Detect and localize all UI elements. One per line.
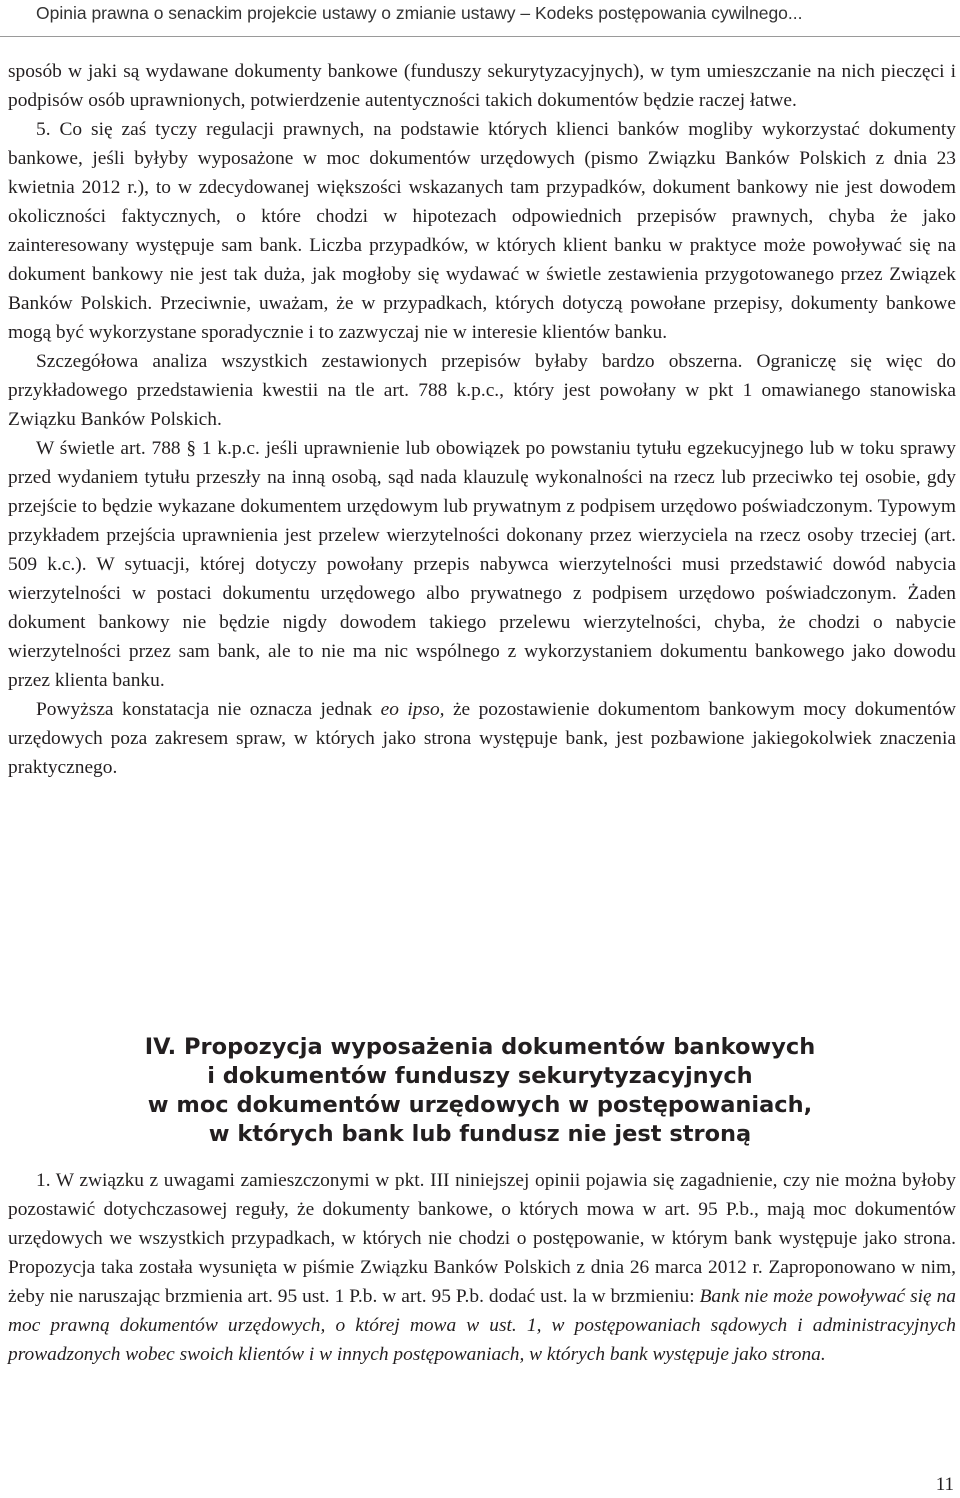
point-1-text: 1. W związku z uwagami zamieszczonymi w pkt. III niniejszej opinii pojawia się zagadnienie, czy nie można byłoby pozostawić dotychczasowej reguły, że dokumenty bankowe, o których mowa w art. 95 P.b., mają moc dokumentów urzędowych we wszystkich przypadkach, w których nie chodzi o postępowanie, w którym bank występuje jako strona. Propozycja taka została wysunięta w piśmie Związku Banków Polskich z dnia 26 marca 2012 r. Zaproponowano w nim, żeby nie naruszając brzmienia art. 95 ust. 1 P.b. w art. 95 P.b. dodać ust. la w brzmieniu:	[8, 1170, 956, 1307]
closing-text-italic: eo ipso,	[380, 699, 445, 720]
paragraph-point-5: 5. Co się zaś tyczy regulacji prawnych, na podstawie których klienci banków mogliby wykorzystać dokumenty bankowe, jeśli byłyby wyposażone w moc dokumentów urzędowych (pismo Związku Banków Polskich z dnia 23 kwietnia 2012 r.), to w zdecydowanej większości wskazanych tam przypadków, dokument bankowy nie jest dowodem okoliczności faktycznych, o które chodzi w hipotezach odpowiednich przepisów prawnych, chyba że jako zainteresowany występuje sam bank. Liczba przypadków, w których klient banku w praktyce może powoływać się na dokument bankowy nie jest tak duża, jak mogłoby się wydawać w świetle zestawienia przygotowanego przez Związek Banków Polskich. Przeciwnie, uważam, że w przypadkach, których dotyczą powołane przepisy, dokumenty bankowe mogą być wykorzystane sporadycznie i to zazwyczaj nie w interesie klientów banku.	[8, 119, 956, 343]
closing-text-before: Powyższa konstatacja nie oznacza jednak	[36, 699, 381, 720]
body-text	[8, 57, 956, 782]
paragraph-art-788: W świetle art. 788 § 1 k.p.c. jeśli uprawnienie lub obowiązek po powstaniu tytułu egzekucyjnego lub w toku sprawy przed wydaniem tytułu przeszły na inną osobą, sąd nada klauzulę wykonalności na rzecz lub przeciwko tej osobie, gdy przejście to będzie wykazane dokumentem urzędowym lub prywatnym z podpisem urzędowo poświadczonym. Typowym przykładem przejścia uprawnienia jest przelew wierzytelności dokonany przez wierzyciela na rzecz osoby trzeciej (art. 509 k.c.). W sytuacji, której dotyczy powołany przepis nabywca wierzytelności musi przedstawić dowód nabycia wierzytelności w postaci dokumentu urzędowego albo prywatnego z podpisem urzędowo poświadczonym. Żaden dokument bankowy nie będzie nigdy dowodem takiego przelewu wierzytelności, chyba, że chodzi o nabycie wierzytelności przez sam bank, ale to nie ma nic wspólnego z wykorzystaniem dokumentu bankowego jako dowodu przez klienta banku.	[8, 438, 956, 691]
section-heading-line: w moc dokumentów urzędowych w postępowaniach,	[147, 1092, 813, 1118]
section-heading-line: i dokumentów funduszy sekurytyzacyjnych	[207, 1063, 753, 1089]
section-body	[8, 1166, 956, 1369]
paragraph-continuation: sposób w jaki są wydawane dokumenty bankowe (funduszy sekurytyzacyjnych), w tym umieszczanie na nich pieczęci i podpisów osób uprawnionych, potwierdzenie autentyczności takich dokumentów będzie raczej łatwe.	[8, 61, 956, 111]
section-heading-line: w których bank lub fundusz nie jest stroną	[208, 1121, 752, 1147]
running-header	[0, 0, 960, 37]
section-heading-line: IV. Propozycja wyposażenia dokumentów bankowych	[144, 1034, 816, 1060]
paragraph-point-1	[8, 1166, 956, 1369]
paragraph-analysis: Szczegółowa analiza wszystkich zestawionych przepisów byłaby bardzo obszerna. Ograniczę się więc do przykładowego przedstawienia kwestii na tle art. 788 k.p.c., który jest powołany w pkt 1 omawianego stanowiska Związku Banków Polskich.	[8, 351, 956, 430]
closing-text-after: że pozostawienie dokumentom bankowym mocy dokumentów urzędowych poza zakresem spraw, w których jako strona występuje bank, jest pozbawione jakiegokolwiek znaczenia praktycznego.	[8, 699, 956, 778]
page-number: 11	[935, 1474, 954, 1495]
running-title: Opinia prawna o senackim projekcie ustawy o zmianie ustawy – Kodeks postępowania cywilnego...	[36, 3, 803, 23]
paragraph-closing	[8, 695, 956, 782]
section-heading	[40, 1033, 920, 1149]
point-1-quote: Bank nie może powoływać się na moc prawną dokumentów urzędowych, o której mowa w ust. 1, w postępowaniach sądowych i administracyjnych prowadzonych wobec swoich klientów i w innych postępowaniach, w których bank występuje jako strona.	[8, 1286, 956, 1365]
